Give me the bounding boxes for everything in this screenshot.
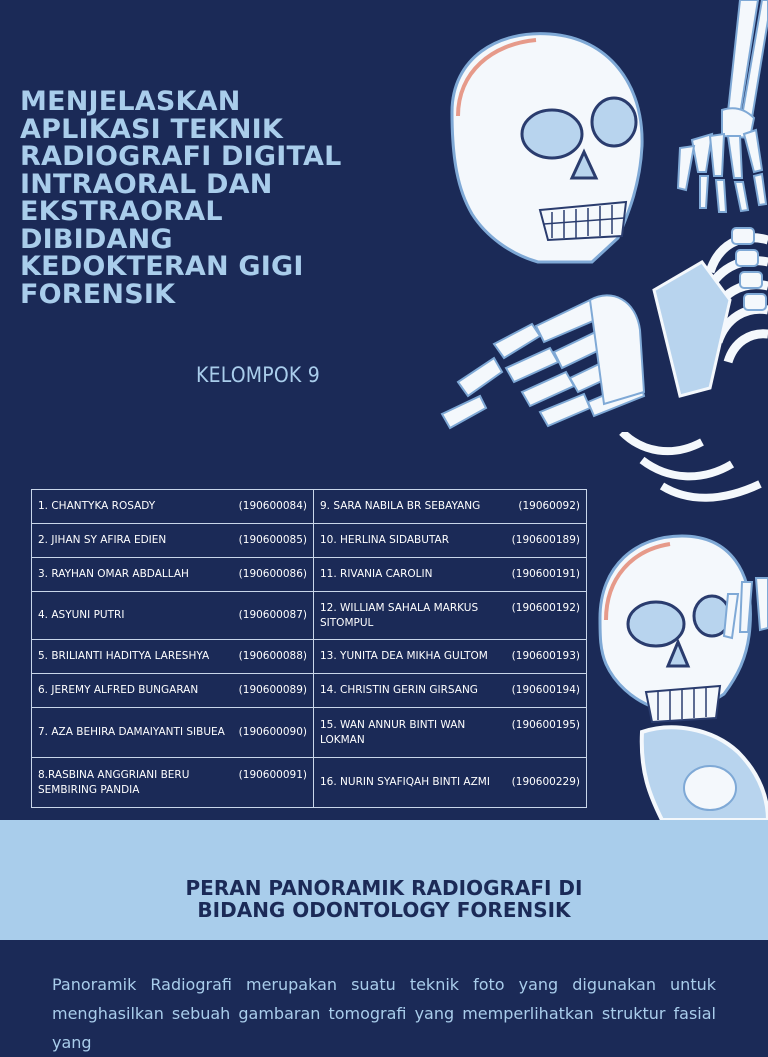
title-line: MENJELASKAN <box>20 86 241 117</box>
table-row <box>32 674 587 708</box>
member-id: (190600194) <box>511 684 580 696</box>
member-id: (190600189) <box>511 534 580 546</box>
member-name: 7. AZA BEHIRA DAMAIYANTI SIBUEA <box>38 726 225 738</box>
table-row <box>32 758 587 808</box>
section-title <box>0 877 768 921</box>
table-row <box>32 524 587 558</box>
member-cell <box>32 758 314 808</box>
members-table <box>31 489 587 808</box>
member-id: (190600084) <box>238 500 307 512</box>
table-row <box>32 490 587 524</box>
skeleton-illustration-top <box>440 0 768 432</box>
hand-bones <box>442 295 644 428</box>
member-name: 12. WILLIAM SAHALA MARKUS SITOMPUL <box>320 601 479 629</box>
member-id: (190600089) <box>238 684 307 696</box>
page-title <box>20 88 470 308</box>
member-cell <box>32 558 314 592</box>
member-name: 8.RASBINA ANGGRIANI BERU SEMBIRING PANDIA <box>38 768 190 796</box>
member-cell <box>314 674 587 708</box>
member-name: 15. WAN ANNUR BINTI WAN LOKMAN <box>320 718 466 746</box>
skeleton-illustration-bottom <box>592 432 768 820</box>
table-row <box>32 558 587 592</box>
member-cell <box>314 592 587 640</box>
member-id: (190600229) <box>511 776 580 788</box>
member-id: (190600195) <box>511 718 580 731</box>
arm-bones <box>678 0 768 212</box>
title-line: EKSTRAORAL <box>20 196 223 227</box>
member-name: 2. JIHAN SY AFIRA EDIEN <box>38 534 167 546</box>
scapula <box>654 262 730 396</box>
member-cell <box>32 592 314 640</box>
table-row <box>32 708 587 758</box>
member-name: 5. BRILIANTI HADITYA LARESHYA <box>38 650 210 662</box>
member-id: (190600192) <box>511 601 580 614</box>
member-name: 10. HERLINA SIDABUTAR <box>320 534 449 546</box>
section-title-line: BIDANG ODONTOLOGY FORENSIK <box>197 898 571 922</box>
title-panel <box>0 0 768 432</box>
title-line: DIBIDANG <box>20 223 173 255</box>
member-id: (190600087) <box>238 609 307 621</box>
member-name: 16. NURIN SYAFIQAH BINTI AZMI <box>320 776 490 788</box>
member-name: 3. RAYHAN OMAR ABDALLAH <box>38 568 189 580</box>
section-title-line: PERAN PANORAMIK RADIOGRAFI DI <box>185 876 583 900</box>
title-line: INTRAORAL DAN <box>20 168 273 200</box>
member-id: (190600193) <box>511 650 580 662</box>
title-line: KEDOKTERAN GIGI <box>20 251 304 282</box>
member-name: 1. CHANTYKA ROSADY <box>38 500 156 512</box>
group-label: KELOMPOK 9 <box>196 363 320 387</box>
member-cell <box>32 490 314 524</box>
member-cell <box>32 708 314 758</box>
member-name: 4. ASYUNI PUTRI <box>38 609 125 621</box>
member-cell <box>314 524 587 558</box>
member-id: (190600090) <box>238 726 307 738</box>
member-name: 6. JEREMY ALFRED BUNGARAN <box>38 684 199 696</box>
member-cell <box>314 758 587 808</box>
member-id: (190600191) <box>511 568 580 580</box>
member-name: 14. CHRISTIN GERIN GIRSANG <box>320 684 478 696</box>
member-cell <box>32 640 314 674</box>
member-cell <box>314 490 587 524</box>
member-id: (190600085) <box>238 534 307 546</box>
pelvis-opening <box>684 766 736 810</box>
table-row <box>32 592 587 640</box>
body-paragraph: Panoramik Radiografi merupakan suatu teknik foto yang digunakan untuk menghasilkan sebuah gambaran tomografi yang memperlihatkan struktur fasial yang <box>52 975 716 1052</box>
skull <box>452 34 642 262</box>
table-row <box>32 640 587 674</box>
member-cell <box>314 558 587 592</box>
upper-ribs <box>622 432 760 498</box>
member-cell <box>314 640 587 674</box>
member-cell <box>32 524 314 558</box>
member-name: 9. SARA NABILA BR SEBAYANG <box>320 500 481 512</box>
member-cell <box>32 674 314 708</box>
member-name: 11. RIVANIA CAROLIN <box>320 568 433 580</box>
member-id: (190600088) <box>238 650 307 662</box>
member-name: 13. YUNITA DEA MIKHA GULTOM <box>320 650 488 662</box>
member-id: (190600086) <box>238 568 307 580</box>
member-id: (190600091) <box>238 768 307 781</box>
title-line: FORENSIK <box>20 278 176 310</box>
member-cell <box>314 708 587 758</box>
title-line: RADIOGRAFI DIGITAL <box>20 141 342 172</box>
member-id: (19060092) <box>518 500 580 512</box>
title-line: APLIKASI TEKNIK <box>20 113 283 145</box>
